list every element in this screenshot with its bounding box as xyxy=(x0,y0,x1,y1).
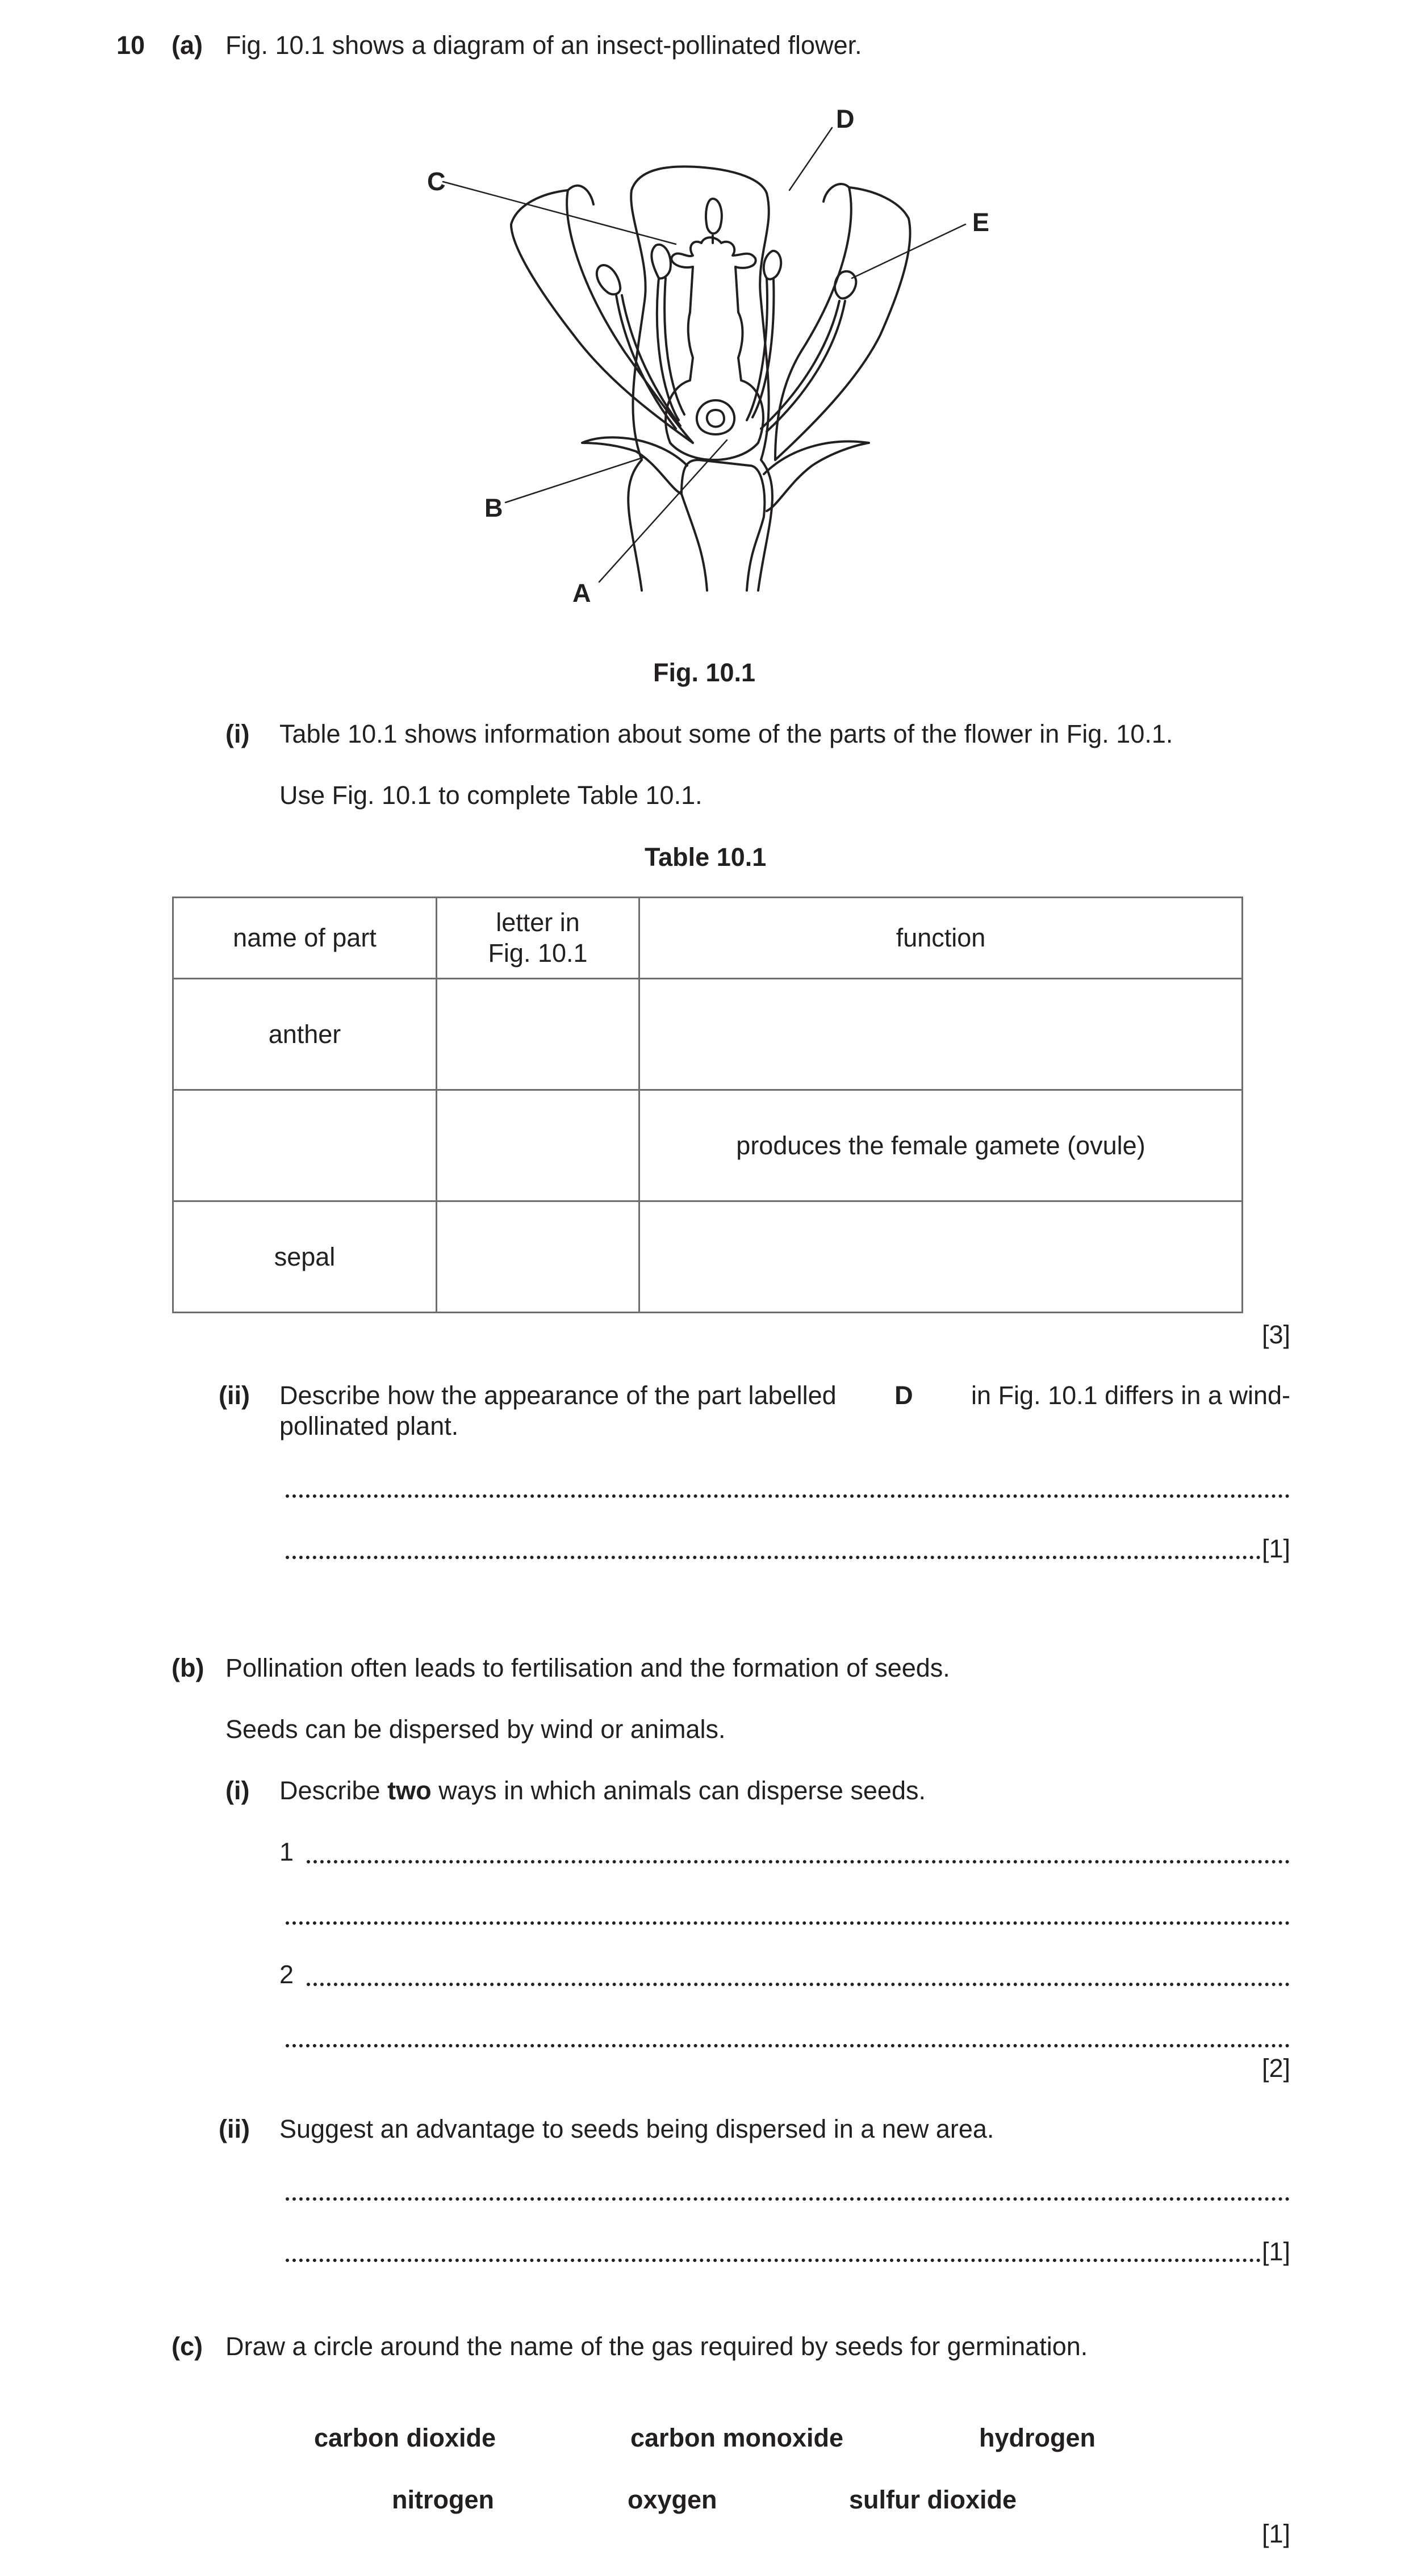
part-a-ii-text: Describe how the appearance of the part labelled D in Fig. 10.1 differs in a wind- xyxy=(279,1381,1290,1410)
row-name: sepal xyxy=(173,1201,437,1313)
part-b-ii-text: Suggest an advantage to seeds being dispersed in a new area. xyxy=(279,2114,994,2143)
answer-item-1: 1 xyxy=(279,1837,294,1866)
ovule xyxy=(697,400,734,434)
part-b-i-label: (i) xyxy=(225,1776,250,1805)
answer-line[interactable] xyxy=(307,1983,1290,1986)
header-letter: letter in Fig. 10.1 xyxy=(437,898,639,979)
row-function: produces the female gamete (ovule) xyxy=(639,1090,1243,1201)
part-c-text: Draw a circle around the name of the gas required by seeds for germination. xyxy=(225,2332,1088,2361)
ovary xyxy=(666,312,763,460)
row-name: anther xyxy=(173,979,437,1090)
part-b-label: (b) xyxy=(172,1653,204,1682)
label-c: C xyxy=(427,167,446,196)
marks-a-ii: [1] xyxy=(1262,1534,1291,1563)
label-a: A xyxy=(572,579,591,608)
part-a-ii-text-line2: pollinated plant. xyxy=(279,1411,459,1440)
gas-option[interactable]: hydrogen xyxy=(979,2423,1096,2452)
answer-line[interactable] xyxy=(307,1860,1290,1863)
receptacle xyxy=(681,460,764,590)
row-letter-answer[interactable] xyxy=(437,1090,639,1201)
answer-line[interactable] xyxy=(286,1921,1290,1925)
row-letter-answer[interactable] xyxy=(437,979,639,1090)
part-a-ii-label: (ii) xyxy=(219,1381,250,1410)
marks-b-ii: [1] xyxy=(1262,2237,1291,2266)
answer-item-2: 2 xyxy=(279,1960,294,1989)
part-c-label: (c) xyxy=(172,2332,203,2361)
header-function: function xyxy=(639,898,1243,979)
header-name-of-part: name of part xyxy=(173,898,437,979)
figure-caption: Fig. 10.1 xyxy=(653,658,756,687)
row-letter-answer[interactable] xyxy=(437,1201,639,1313)
gas-option[interactable]: carbon monoxide xyxy=(630,2423,844,2452)
flower-diagram xyxy=(420,97,1022,613)
row-function-answer[interactable] xyxy=(639,979,1243,1090)
table-row xyxy=(173,1090,1243,1201)
answer-line[interactable] xyxy=(286,2197,1290,2201)
table-10-1 xyxy=(172,897,1243,1313)
answer-line[interactable] xyxy=(286,2259,1261,2262)
marks-b-i: [2] xyxy=(1262,2054,1291,2083)
marks-a-i: [3] xyxy=(1262,1320,1291,1349)
row-name-answer[interactable] xyxy=(173,1090,437,1201)
table-row xyxy=(173,1201,1243,1313)
answer-line[interactable] xyxy=(286,1494,1290,1498)
part-a-intro: Fig. 10.1 shows a diagram of an insect-pollinated flower. xyxy=(225,31,862,60)
label-e: E xyxy=(972,208,990,237)
part-a-label: (a) xyxy=(172,31,203,60)
gas-option[interactable]: oxygen xyxy=(628,2485,717,2514)
right-sepal xyxy=(764,441,869,511)
part-b-line2: Seeds can be dispersed by wind or animals. xyxy=(225,1715,726,1744)
part-a-i-line2: Use Fig. 10.1 to complete Table 10.1. xyxy=(279,781,703,810)
label-b: B xyxy=(484,493,503,522)
answer-line[interactable] xyxy=(286,2044,1290,2047)
row-function-answer[interactable] xyxy=(639,1201,1243,1313)
part-b-intro: Pollination often leads to fertilisation and the formation of seeds. xyxy=(225,1653,950,1682)
part-b-i-text: Describe two ways in which animals can disperse seeds. xyxy=(279,1776,926,1805)
gas-option[interactable]: nitrogen xyxy=(392,2485,494,2514)
table-row xyxy=(173,979,1243,1090)
table-title: Table 10.1 xyxy=(645,843,767,872)
part-b-ii-label: (ii) xyxy=(219,2114,250,2143)
part-a-i-label: (i) xyxy=(225,719,250,748)
gas-option[interactable]: carbon dioxide xyxy=(314,2423,496,2452)
answer-line[interactable] xyxy=(286,1556,1261,1559)
gas-option[interactable]: sulfur dioxide xyxy=(849,2485,1017,2514)
label-d: D xyxy=(836,104,855,133)
part-a-i-line1: Table 10.1 shows information about some of the parts of the flower in Fig. 10.1. xyxy=(279,719,1173,748)
marks-c: [1] xyxy=(1262,2519,1291,2548)
question-number: 10 xyxy=(116,31,145,60)
right-petal xyxy=(775,187,910,460)
